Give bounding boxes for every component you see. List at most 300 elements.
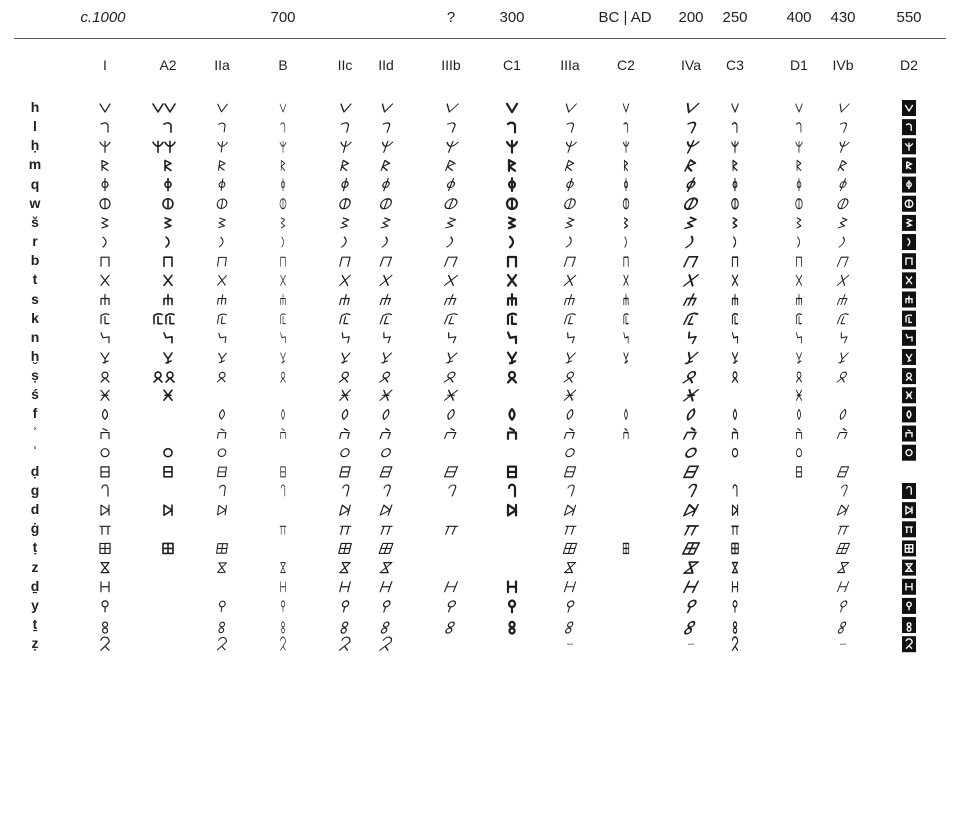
glyph-mark: [165, 218, 171, 228]
glyph-cell: [796, 257, 801, 266]
letter-label: w: [29, 194, 41, 211]
glyph-mark: [164, 123, 171, 132]
glyph-mark: [563, 199, 576, 209]
glyph-cell: [623, 543, 629, 553]
glyph-mark: [510, 622, 515, 634]
glyph-cell: [624, 429, 628, 439]
glyph-mark: [564, 275, 575, 285]
glyph-cell: [686, 409, 697, 420]
glyph-mark: [101, 563, 109, 573]
glyph-cell: [218, 257, 227, 266]
column-header: IVa: [681, 57, 701, 73]
letter-label: d: [30, 501, 40, 518]
glyph-mark: [508, 372, 516, 383]
glyph-mark: [340, 637, 351, 650]
glyph-cell: [507, 141, 517, 153]
glyph-mark: [565, 179, 575, 191]
glyph-cell: [445, 333, 458, 343]
glyph-cell: [564, 563, 575, 573]
glyph-mark: [837, 353, 848, 363]
glyph-cell: [732, 199, 739, 209]
glyph-mark: [508, 294, 516, 305]
glyph-cell: [380, 429, 392, 439]
glyph-cell: [902, 311, 916, 327]
glyph-cell: [340, 449, 350, 457]
glyph-cell: [381, 218, 391, 228]
glyph-cell: [443, 199, 458, 209]
glyph-cell: [165, 218, 171, 228]
glyph-cell: [623, 104, 629, 112]
glyph-mark: [341, 485, 350, 496]
glyph-mark: [281, 485, 285, 496]
glyph-cell: [380, 505, 392, 515]
glyph-mark: [683, 104, 698, 113]
glyph-cell: [103, 409, 108, 419]
glyph-mark: [507, 199, 517, 210]
glyph-mark: [684, 332, 698, 343]
glyph-mark: [101, 390, 109, 400]
glyph-cell: [340, 314, 350, 324]
glyph-mark: [796, 390, 801, 400]
glyph-cell: [445, 390, 458, 400]
letter-label: r: [32, 233, 38, 250]
glyph-mark: [382, 409, 391, 419]
glyph-cell: [164, 505, 172, 515]
glyph-mark: [164, 467, 172, 477]
glyph-mark: [218, 505, 227, 515]
glyph-mark: [341, 601, 350, 612]
glyph-mark: [836, 141, 849, 152]
glyph-mark: [379, 526, 392, 534]
glyph-cell: [282, 237, 284, 247]
glyph-cell: [837, 429, 848, 439]
glyph-mark: [339, 526, 351, 534]
glyph-cell: [380, 563, 392, 573]
glyph-mark: [684, 466, 698, 477]
glyph-cell: [381, 622, 390, 633]
glyph-mark: [218, 429, 227, 439]
glyph-cell: [340, 257, 350, 266]
glyph-cell: [566, 409, 574, 419]
glyph-cell: [282, 622, 285, 633]
glyph-mark: [281, 314, 286, 324]
glyph-cell: [341, 218, 349, 228]
glyph-mark: [836, 526, 848, 534]
glyph-cell: [796, 353, 801, 363]
letter-label: ṭ: [32, 539, 38, 556]
glyph-cell: [838, 601, 848, 612]
glyph-mark: [281, 637, 286, 650]
glyph-cell: [340, 333, 350, 343]
glyph-cell: [444, 353, 457, 363]
glyph-cell: [341, 622, 349, 633]
glyph-cell: [217, 637, 226, 649]
glyph-cell: [164, 257, 172, 266]
glyph-cell: [684, 257, 698, 267]
glyph-mark: [445, 257, 457, 266]
letter-label: q: [30, 175, 40, 192]
glyph-mark: [339, 104, 351, 112]
glyph-cell: [564, 314, 575, 324]
glyph-mark: [563, 141, 577, 152]
glyph-cell: [101, 449, 109, 457]
glyph-mark: [340, 582, 350, 592]
glyph-cell: [624, 275, 628, 285]
glyph-cell: [838, 179, 848, 191]
glyph-cell: [685, 217, 697, 228]
column-header: C1: [503, 57, 521, 73]
glyph-cell: [902, 502, 916, 518]
glyph-cell: [902, 253, 916, 269]
glyph-mark: [445, 622, 455, 633]
glyph-cell: [796, 199, 803, 209]
glyph-mark: [623, 104, 629, 112]
glyph-mark: [340, 563, 350, 573]
glyph-cell: [340, 429, 350, 439]
glyph-cell: [102, 485, 108, 496]
glyph-mark: [281, 582, 286, 592]
glyph-cell: [281, 353, 286, 363]
glyph-mark: [445, 295, 458, 305]
glyph-block: [902, 100, 916, 116]
glyph-mark: [624, 179, 627, 191]
glyph-mark: [838, 485, 848, 496]
glyph-mark: [445, 314, 458, 324]
glyph-cell: [339, 199, 351, 209]
glyph-cell: [164, 333, 172, 343]
glyph-mark: [733, 409, 736, 419]
glyph-cell: [902, 636, 916, 652]
glyph-mark: [164, 353, 172, 363]
glyph-cell: [164, 295, 172, 305]
glyph-cell: [902, 215, 916, 231]
glyph-cell: [445, 622, 455, 633]
glyph-cell: [683, 353, 697, 364]
glyph-mark: [381, 485, 391, 496]
glyph-cell: [563, 199, 576, 209]
glyph-cell: [340, 390, 350, 400]
letter-label: g: [30, 482, 40, 498]
glyph-cell: [446, 218, 457, 228]
glyph-mark: [732, 449, 737, 457]
period-label: 700: [270, 9, 296, 26]
glyph-cell: [683, 372, 697, 383]
glyph-cell: [445, 467, 458, 477]
glyph-block: [902, 349, 916, 365]
glyph-cell: [684, 448, 697, 457]
glyph-cell: [902, 196, 916, 212]
glyph-mark: [685, 484, 698, 496]
letter-label: ḥ: [30, 137, 40, 154]
glyph-cell: [380, 257, 391, 266]
letter-label: ġ: [30, 520, 40, 537]
glyph-mark: [102, 160, 108, 170]
glyph-cell: [380, 390, 392, 400]
glyph-mark: [837, 257, 848, 266]
glyph-mark: [732, 563, 737, 573]
glyph-mark: [685, 160, 697, 171]
glyph-mark: [101, 637, 109, 650]
glyph-mark: [340, 390, 350, 400]
glyph-mark: [340, 353, 350, 363]
glyph-mark: [732, 141, 739, 152]
letter-label: ʿ: [32, 443, 38, 460]
glyph-mark: [564, 505, 575, 515]
glyph-cell: [796, 333, 801, 343]
glyph-cell: [564, 333, 575, 343]
column-header: C3: [726, 57, 744, 73]
glyph-cell: [839, 237, 846, 247]
glyph-cell: [101, 429, 109, 439]
glyph-cell: [281, 485, 285, 496]
glyph-mark: [445, 429, 458, 439]
glyph-cell: [444, 104, 458, 112]
glyph-cell: [101, 257, 109, 266]
glyph-mark: [684, 622, 695, 634]
glyph-mark: [281, 257, 286, 266]
glyph-cell: [101, 123, 108, 132]
glyph-mark: [732, 314, 737, 324]
glyph-mark: [683, 353, 697, 364]
glyph-cell: [902, 560, 916, 576]
glyph-mark: [565, 601, 575, 612]
glyph-mark: [510, 237, 513, 248]
period-label: 550: [896, 9, 922, 26]
glyph-mark: [624, 295, 628, 305]
glyph-cell: [684, 294, 698, 305]
glyph-cell: [163, 199, 173, 209]
glyph-mark: [101, 333, 109, 343]
glyph-mark: [218, 218, 225, 228]
glyph-mark: [280, 199, 286, 209]
glyph-cell: [732, 257, 737, 266]
glyph-mark: [624, 429, 628, 439]
glyph-mark: [101, 257, 109, 266]
glyph-mark: [733, 179, 737, 191]
glyph-mark: [380, 314, 392, 324]
glyph-mark: [796, 372, 801, 382]
letter-label: ś: [31, 386, 39, 403]
glyph-mark: [624, 333, 628, 343]
glyph-mark: [164, 257, 172, 266]
glyph-cell: [684, 122, 697, 132]
glyph-mark: [379, 543, 393, 553]
glyph-mark: [166, 237, 169, 247]
glyph-cell: [733, 485, 737, 496]
glyph-cell: [154, 314, 174, 324]
glyph-mark: [564, 104, 577, 112]
glyph-cell: [281, 333, 286, 343]
column-header: D1: [790, 57, 808, 73]
glyph-mark: [837, 563, 848, 573]
glyph-mark: [339, 141, 352, 152]
glyph-cell: [281, 601, 285, 612]
glyph-cell: [732, 582, 737, 592]
glyph-mark: [684, 390, 698, 401]
glyph-cell: [508, 428, 516, 439]
glyph-cell: [218, 179, 225, 190]
glyph-cell: [102, 179, 108, 191]
glyph-mark: [838, 218, 847, 228]
glyph-mark: [446, 218, 457, 228]
glyph-mark: [340, 372, 350, 382]
glyph-mark: [102, 218, 108, 228]
glyph-cell: [837, 275, 848, 285]
glyph-mark: [380, 275, 392, 285]
glyph-mark: [684, 178, 697, 191]
glyph-cell: [445, 429, 458, 439]
glyph-cell: [902, 540, 916, 556]
glyph-cell: [836, 141, 849, 152]
glyph-cell: [510, 622, 515, 634]
glyph-cell: [379, 141, 393, 152]
glyph-mark: [796, 104, 803, 112]
glyph-cell: [902, 157, 916, 173]
glyph-cell: [444, 372, 457, 382]
glyph-cell: [217, 104, 228, 112]
glyph-mark: [100, 141, 110, 152]
glyph-mark: [281, 295, 286, 305]
glyph-cell: [340, 467, 350, 477]
glyph-cell: [732, 275, 737, 285]
glyph-cell: [103, 622, 108, 633]
glyph-mark: [340, 295, 350, 305]
glyph-cell: [218, 505, 227, 515]
glyph-cell: [100, 141, 110, 152]
glyph-mark: [564, 123, 574, 132]
glyph-mark: [509, 485, 515, 497]
glyph-cell: [339, 104, 351, 112]
glyph-cell: [339, 526, 351, 534]
glyph-cell: [509, 218, 515, 229]
glyph-cell: [165, 160, 171, 170]
glyph-mark: [281, 372, 286, 382]
glyph-mark: [798, 237, 800, 247]
glyph-mark: [796, 429, 801, 439]
period-label: c.1000: [80, 9, 126, 26]
glyph-cell: [902, 426, 916, 442]
glyph-mark: [446, 409, 456, 419]
glyph-cell: [102, 160, 108, 170]
glyph-mark: [684, 122, 697, 132]
glyph-cell: [565, 179, 575, 191]
column-header: A2: [159, 57, 177, 73]
glyph-mark: [624, 314, 628, 324]
glyph-mark: [564, 563, 575, 573]
glyph-mark: [381, 179, 391, 191]
glyph-cell: [565, 622, 574, 633]
glyph-cell: [380, 582, 392, 592]
glyph-mark: [837, 104, 849, 112]
glyph-mark: [732, 526, 739, 534]
glyph-mark: [732, 505, 737, 515]
glyph-mark: [565, 160, 574, 170]
glyph-block: [902, 234, 916, 250]
glyph-mark: [837, 314, 848, 324]
glyph-cell: [280, 526, 286, 534]
glyph-cell: [509, 485, 515, 497]
glyph-cell: [443, 141, 458, 152]
glyph-cell: [281, 563, 286, 573]
glyph-cell: [732, 505, 737, 515]
glyph-mark: [839, 237, 846, 247]
glyph-cell: [564, 372, 575, 382]
glyph-cell: [219, 237, 223, 247]
glyph-cell: [281, 275, 286, 285]
glyph-cell: [683, 526, 698, 535]
glyph-mark: [732, 372, 737, 382]
glyph-mark: [733, 601, 737, 612]
glyph-cell: [382, 409, 391, 419]
glyph-cell: [101, 582, 109, 592]
letter-label: y: [31, 596, 39, 613]
glyph-mark: [623, 543, 629, 553]
glyph-mark: [165, 141, 175, 152]
glyph-cell: [796, 429, 801, 439]
glyph-mark: [733, 485, 737, 496]
glyph-mark: [684, 313, 698, 324]
glyph-mark: [103, 409, 108, 419]
glyph-cell: [153, 104, 175, 112]
glyph-mark: [796, 141, 803, 152]
glyph-mark: [102, 601, 108, 612]
glyph-mark: [339, 543, 351, 553]
glyph-mark: [380, 353, 392, 363]
glyph-mark: [797, 409, 800, 419]
glyph-cell: [510, 409, 515, 420]
glyph-cell: [623, 141, 629, 152]
glyph-mark: [281, 467, 286, 477]
glyph-mark: [280, 104, 286, 112]
glyph-cell: [796, 123, 801, 132]
glyph-mark: [564, 582, 575, 592]
glyph-cell: [837, 314, 848, 324]
glyph-mark: [340, 429, 350, 439]
glyph-cell: [733, 179, 737, 191]
glyph-cell: [508, 294, 516, 305]
glyph-mark: [796, 449, 801, 457]
glyph-cell: [165, 179, 171, 191]
glyph-cell: [902, 406, 916, 422]
glyph-mark: [564, 467, 575, 477]
glyph-mark: [683, 372, 697, 383]
glyph-cell: [624, 333, 628, 343]
glyph-mark: [684, 428, 698, 439]
glyph-mark: [444, 372, 457, 382]
glyph-mark: [218, 467, 227, 477]
glyph-block: [902, 406, 916, 422]
glyph-mark: [216, 142, 227, 152]
column-header: IIc: [337, 57, 353, 73]
glyph-cell: [281, 257, 286, 266]
glyph-mark: [733, 160, 737, 170]
glyph-mark: [684, 581, 698, 592]
glyph-cell: [684, 275, 698, 286]
glyph-mark: [154, 372, 162, 382]
glyph-cell: [382, 237, 389, 247]
glyph-mark: [732, 295, 737, 305]
glyph-mark: [837, 372, 848, 382]
glyph-mark: [796, 467, 801, 477]
glyph-mark: [379, 141, 393, 152]
glyph-cell: [280, 199, 286, 209]
glyph-mark: [508, 123, 515, 133]
glyph-mark: [163, 543, 173, 553]
letter-label: m: [28, 156, 42, 173]
glyph-mark: [341, 409, 348, 419]
glyph-cell: [732, 372, 737, 382]
glyph-cell: [508, 582, 516, 593]
